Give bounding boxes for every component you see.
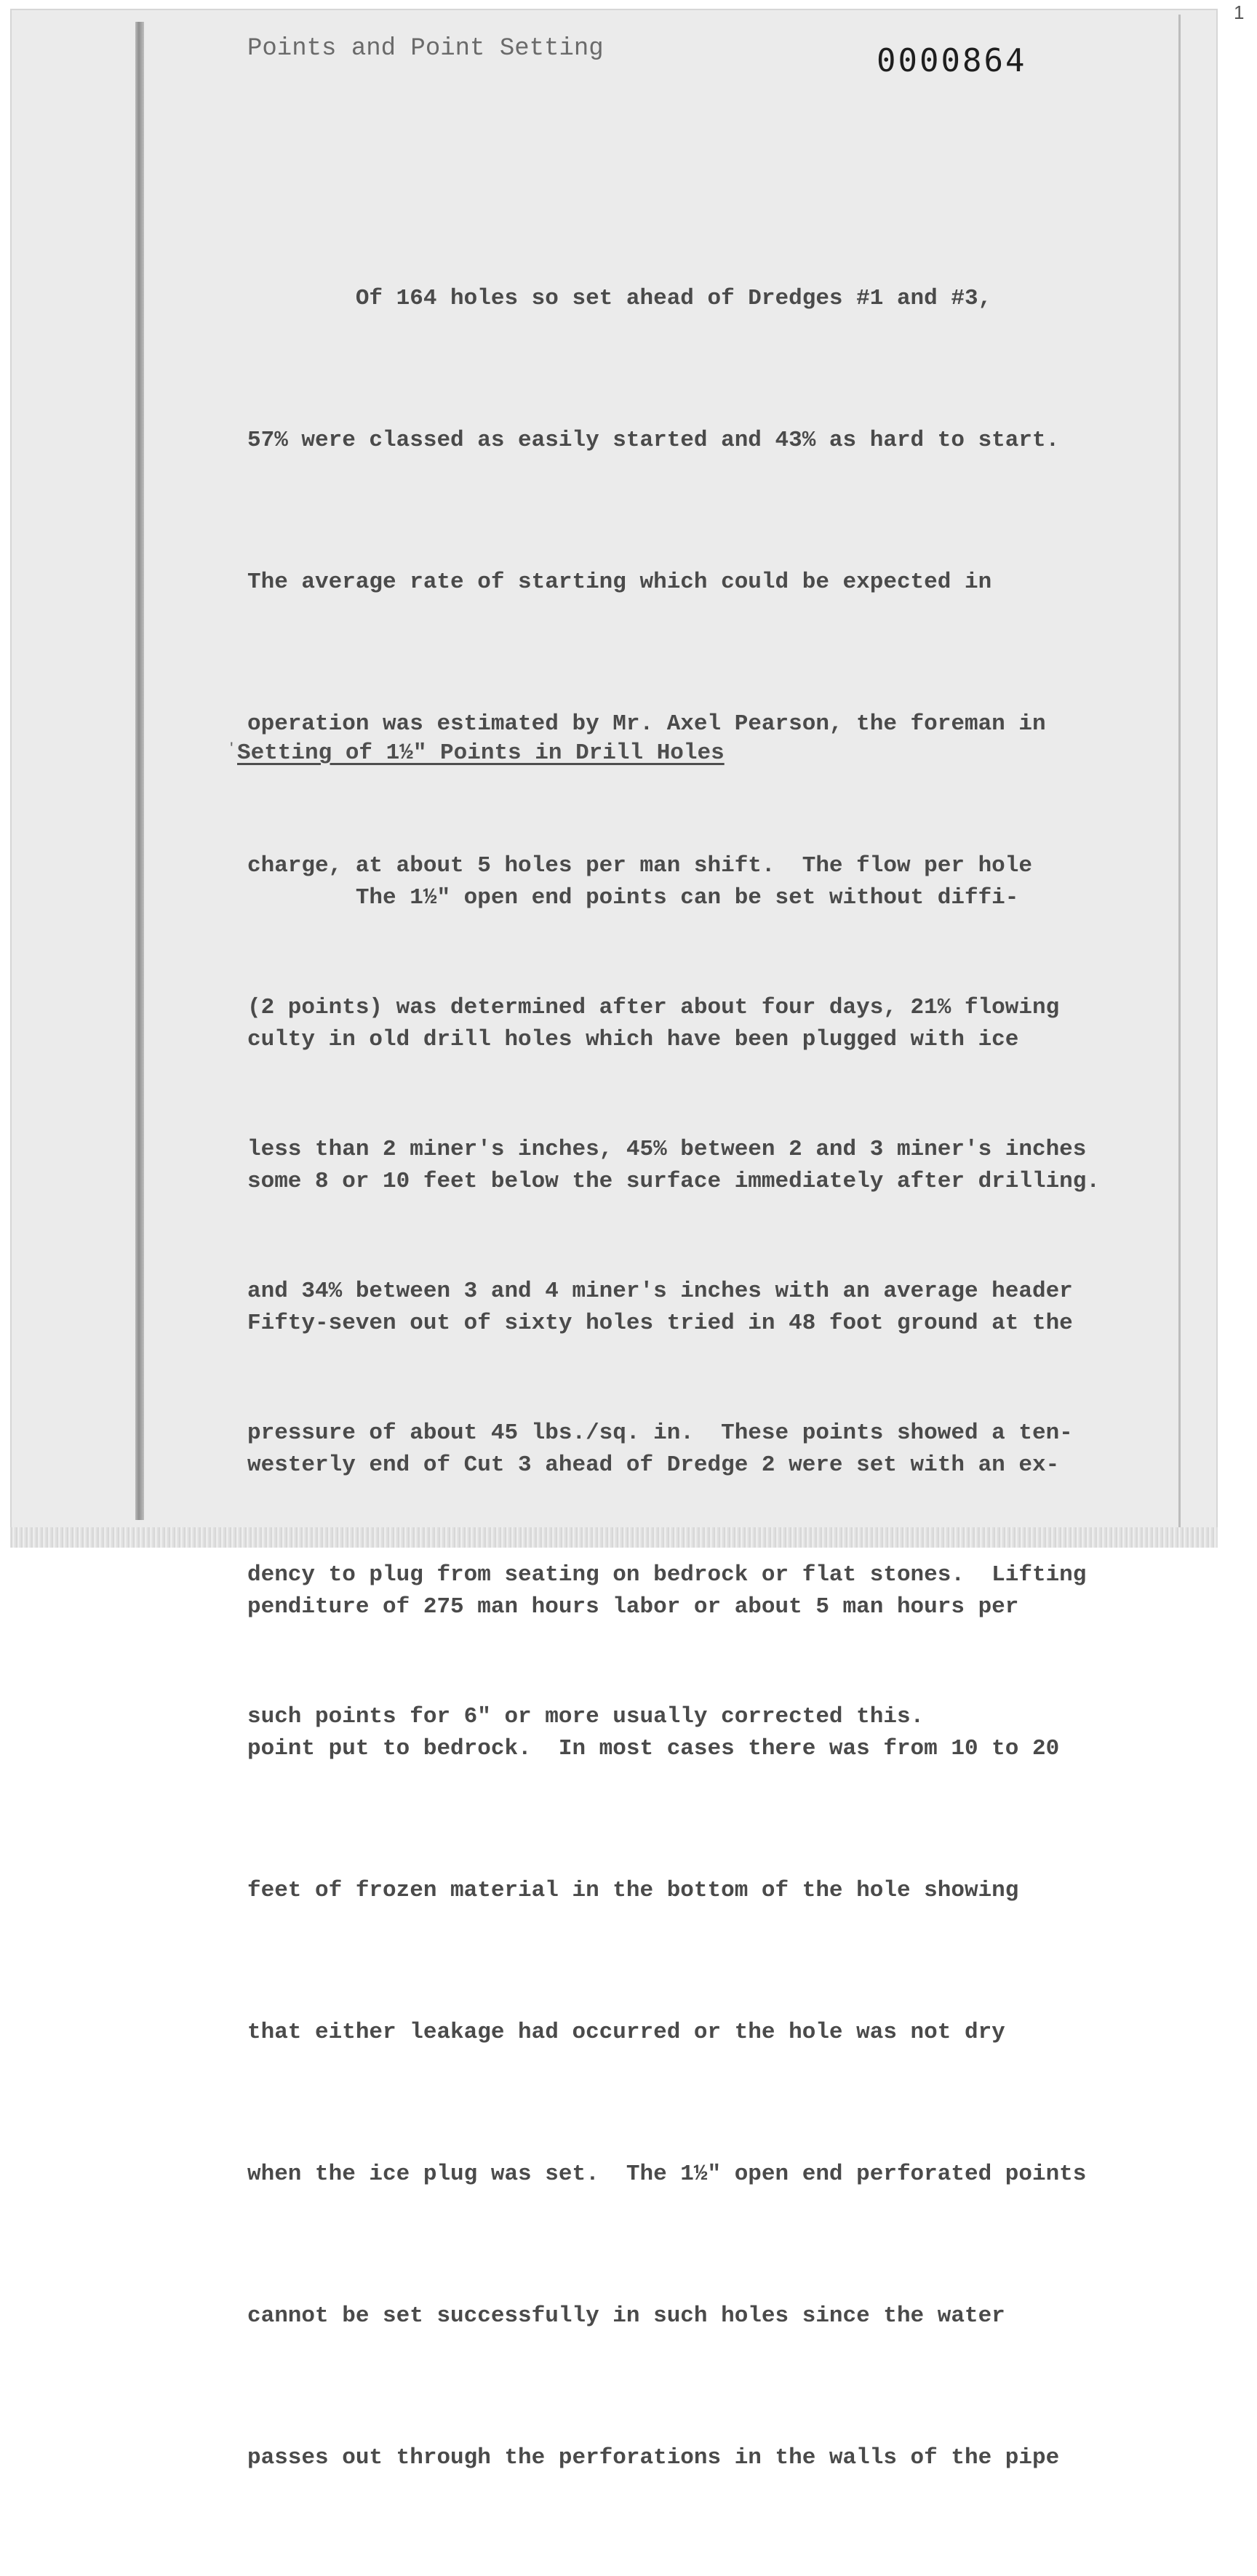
section-heading: Setting of 1½" Points in Drill Holes — [237, 740, 725, 766]
page-corner-number: 1 — [1234, 1, 1245, 23]
text-line: dency to plug from seating on bedrock or flat stones. Lifting — [247, 1562, 1087, 1588]
text-line: Of 164 holes so set ahead of Dredges #1 and #3, — [247, 286, 992, 311]
text-line: feet of frozen material in the bottom of the hole showing — [247, 1878, 1019, 1903]
margin-tick-mark: ' — [230, 739, 234, 759]
text-line: less than 2 miner's inches, 45% between 2 and 3 miner's inches — [247, 1137, 1087, 1162]
text-line: cannot be set successfully in such holes since the water — [247, 2303, 1005, 2329]
text-line: 57% were classed as easily started and 43% as hard to start. — [247, 428, 1060, 453]
text-line: The average rate of starting which could be expected in — [247, 569, 992, 595]
text-line: point put to bedrock. In most cases there was from 10 to 20 — [247, 1736, 1060, 1761]
text-line: and 34% between 3 and 4 miner's inches with an average header — [247, 1279, 1073, 1304]
text-line: operation was estimated by Mr. Axel Pearson, the foreman in — [247, 711, 1046, 737]
text-line: The 1½" open end points can be set without diffi- — [247, 885, 1019, 911]
sheet-right-edge — [1178, 15, 1181, 1527]
text-line: (2 points) was determined after about four days, 21% flowing — [247, 995, 1060, 1020]
paragraph-2 — [247, 780, 1164, 2576]
text-line: when the ice plug was set. The 1½" open end perforated points — [247, 2161, 1087, 2187]
text-line: Fifty-seven out of sixty holes tried in 48 foot ground at the — [247, 1311, 1073, 1336]
running-title: Points and Point Setting — [247, 35, 604, 63]
text-line: westerly end of Cut 3 ahead of Dredge 2 were set with an ex- — [247, 1452, 1060, 1478]
text-line: some 8 or 10 feet below the surface immediately after drilling. — [247, 1169, 1100, 1194]
text-line: pressure of about 45 lbs./sq. in. These points showed a ten- — [247, 1420, 1073, 1446]
text-line: culty in old drill holes which have been plugged with ice — [247, 1027, 1019, 1052]
text-line: such points for 6" or more usually corrected this. — [247, 1704, 925, 1729]
text-line: passes out through the perforations in the walls of the pipe — [247, 2445, 1060, 2471]
binding-edge — [135, 22, 144, 1520]
text-line: penditure of 275 man hours labor or about 5 man hours per — [247, 1594, 1019, 1620]
document-number-stamp: 0000864 — [877, 42, 1027, 79]
text-line: that either leakage had occurred or the hole was not dry — [247, 2020, 1005, 2045]
text-line: charge, at about 5 holes per man shift. The flow per hole — [247, 853, 1032, 879]
